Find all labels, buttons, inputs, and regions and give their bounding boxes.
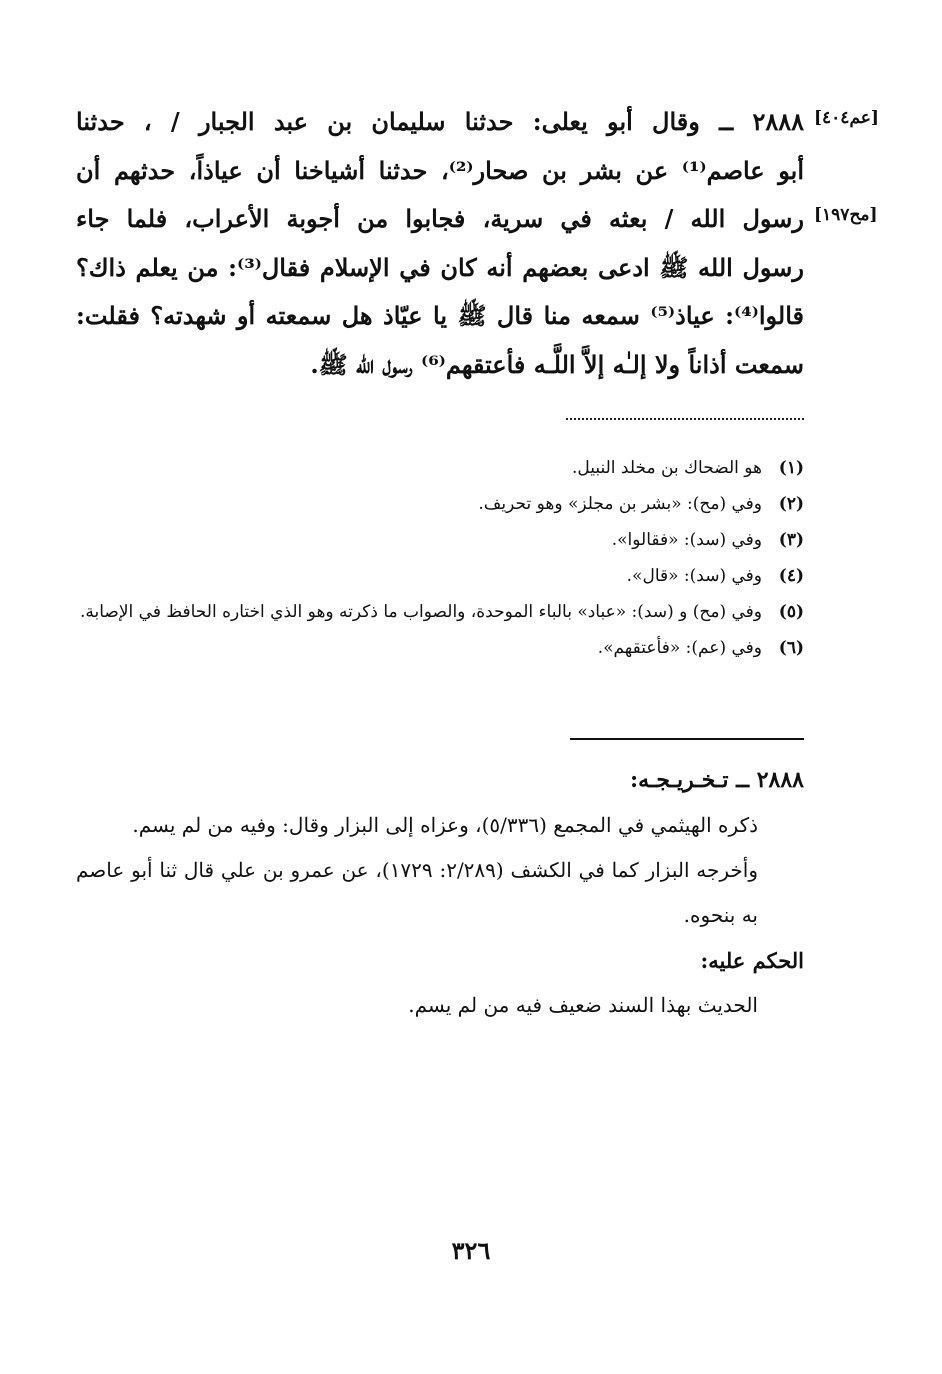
footnote: [76, 630, 804, 666]
hadith-line: قالوا⁽⁴⁾: عياذ⁽⁵⁾ سمعه منا قال ﷺ يا عيّاذ هل سمعته أو شهدته؟ فقلت:: [76, 301, 804, 330]
footnote-text: هو الضحاك بن مخلد النبيل.: [571, 458, 762, 478]
takhrij-paragraph: ذكره الهيثمي في المجمع (٥/٣٣٦)، وعزاه إلى البزار وقال: وفيه من لم يسم.: [132, 813, 758, 837]
hadith-line: سمعت أذاناً ولا إلـٰه إلاَّ اللَّـه فأعتقهم⁽⁶⁾ رسول الله ﷺ.: [310, 349, 804, 379]
takhrij-heading: ٢٨٨٨ ــ تـخـريـجـه:: [630, 767, 804, 793]
footnote: [76, 486, 804, 522]
hukm-heading: الحكم عليه:: [700, 948, 804, 973]
footnote: [76, 594, 804, 630]
hadith-line: ٢٨٨٨ ــ وقال أبو يعلى: حدثنا سليمان بن عبد الجبار / ، حدثنا: [76, 107, 804, 136]
footnote-number: (١): [778, 458, 804, 478]
footnote-text: وفي (مح) و (سد): «عباد» بالباء الموحدة، والصواب ما ذكرته وهو الذي اختاره الحافظ في الإصابة.: [79, 602, 762, 622]
hadith-line: رسول الله / بعثه في سرية، فجابوا من أجوبة الأعراب، فلما جاء: [76, 204, 804, 233]
footnote-number: (٢): [778, 494, 804, 514]
footnotes: [76, 450, 804, 666]
footnote-number: (٦): [778, 638, 804, 658]
section-rule: [570, 738, 804, 740]
footnote-text: وفي (عم): «فأعتقهم».: [597, 638, 762, 658]
footnote-text: وفي (سد): «قال».: [626, 566, 762, 586]
footnote: [76, 450, 804, 486]
footnote: [76, 558, 804, 594]
margin-note-middle: [مح١٩٧]: [814, 205, 878, 225]
footnote-number: (٤): [778, 566, 804, 586]
footnote-text: وفي (سد): «فقالوا».: [611, 530, 762, 550]
footnote-number: (٥): [778, 602, 804, 622]
hadith-line: أبو عاصم⁽¹⁾ عن بشر بن صحار⁽²⁾، حدثنا أشياخنا أن عياذاً، حدثهم أن: [76, 155, 804, 185]
hadith-text: [76, 98, 804, 389]
hukm-text: الحديث بهذا السند ضعيف فيه من لم يسم.: [408, 993, 758, 1017]
page-number: ٣٢٦: [451, 1236, 491, 1265]
footnote-separator: [566, 418, 804, 420]
takhrij-section: [76, 758, 804, 1028]
takhrij-paragraph: وأخرجه البزار كما في الكشف (٢/٢٨٩: ١٧٢٩)، عن عمرو بن علي قال ثنا أبو عاصم به بنحوه.: [76, 858, 759, 927]
footnote: [76, 522, 804, 558]
footnote-text: وفي (مح): «بشر بن مجلز» وهو تحريف.: [478, 494, 762, 514]
footnote-number: (٣): [778, 530, 804, 550]
hadith-line: رسول الله ﷺ ادعى بعضهم أنه كان في الإسلام فقال⁽³⁾: من يعلم ذاك؟: [76, 252, 804, 282]
margin-note-top: [عم٤٠٤]: [814, 108, 879, 128]
